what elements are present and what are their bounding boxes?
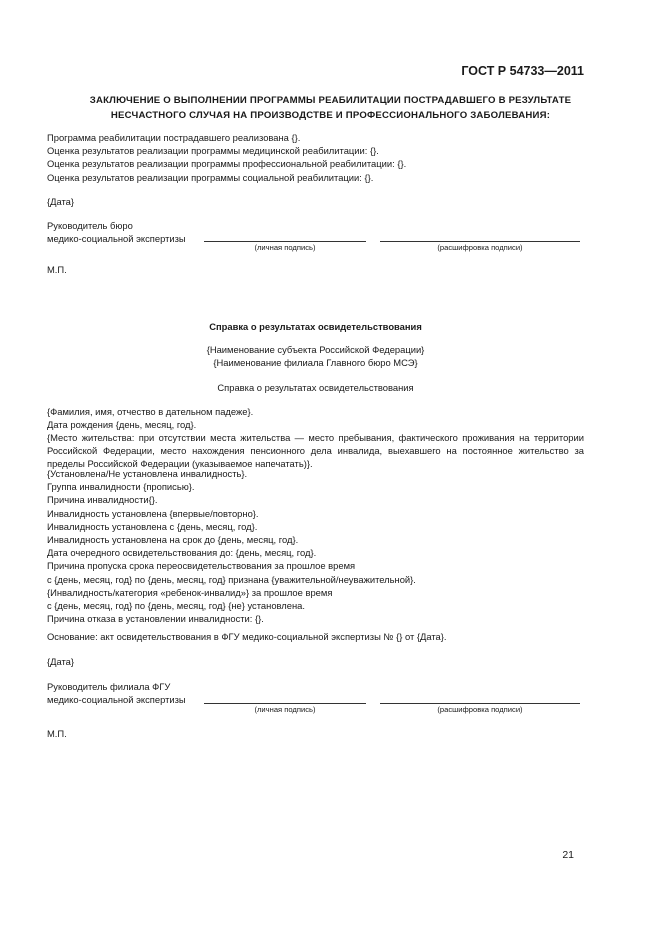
certificate-line: {Установлена/Не установлена инвалидность}. xyxy=(47,468,248,479)
decoding-caption: (расшифровка подписи) xyxy=(437,705,523,714)
signature-line xyxy=(204,241,366,242)
certificate-signer-org: медико-социальной экспертизы xyxy=(47,694,186,705)
certificate-details xyxy=(47,467,416,625)
conclusion-title-line: НЕСЧАСТНОГО СЛУЧАЯ НА ПРОИЗВОДСТВЕ И ПРОФЕССИОНАЛЬНОГО ЗАБОЛЕВАНИЯ: xyxy=(110,110,551,121)
certificate-line: Инвалидность установлена с {день, месяц, год}. xyxy=(47,520,258,532)
conclusion-title-line: ЗАКЛЮЧЕНИЕ О ВЫПОЛНЕНИИ ПРОГРАММЫ РЕАБИЛИТАЦИИ ПОСТРАДАВШЕГО В РЕЗУЛЬТАТЕ xyxy=(89,95,572,106)
certificate-line: Дата очередного освидетельствования до: {день, месяц, год}. xyxy=(47,547,317,559)
certificate-line: с {день, месяц, год} по {день, месяц, год} признана {уважительной/неуважительной}. xyxy=(47,573,416,585)
conclusion-date: {Дата} xyxy=(47,196,75,207)
conclusion-title xyxy=(47,93,614,123)
certificate-line: Причина отказа в установлении инвалидности: {}. xyxy=(47,613,264,625)
certificate-subtitle: Справка о результатах освидетельствования xyxy=(217,382,414,393)
conclusion-line: Оценка результатов реализации программы медицинской реабилитации: {}. xyxy=(47,145,379,157)
page-number: 21 xyxy=(562,849,574,861)
decoding-line xyxy=(380,703,580,704)
conclusion-signer-org: медико-социальной экспертизы xyxy=(47,233,186,244)
certificate-line: Причина пропуска срока переосвидетельствования за прошлое время xyxy=(47,560,356,572)
signature-line xyxy=(204,703,366,704)
certificate-branch: {Наименование филиала Главного бюро МСЭ} xyxy=(213,357,418,368)
standard-number: ГОСТ Р 54733—2011 xyxy=(461,64,584,78)
certificate-line: Группа инвалидности {прописью}. xyxy=(47,481,195,493)
decoding-line xyxy=(380,241,580,242)
certificate-signer-title: Руководитель филиала ФГУ xyxy=(47,681,171,692)
decoding-caption: (расшифровка подписи) xyxy=(437,243,523,252)
certificate-basis: Основание: акт освидетельствования в ФГУ медико-социальной экспертизы № {} от {Дата}. xyxy=(47,631,447,642)
certificate-residence: {Место жительства: при отсутствии места жительства — место пребывания, фактического проживания на территории Российской Федерации, место нахождения пенсионного дела инвалида, выехавшего на постоянное жительство за пределы Российской Федерации (указываемое напечатать)}. xyxy=(47,432,584,470)
certificate-line: Инвалидность установлена {впервые/повторно}. xyxy=(47,507,259,519)
signature-caption: (личная подпись) xyxy=(254,705,316,714)
certificate-line: Причина инвалидности{}. xyxy=(47,494,158,506)
certificate-subject: {Наименование субъекта Российской Федерации} xyxy=(206,344,425,355)
certificate-line: с {день, месяц, год} по {день, месяц, год} {не} установлена. xyxy=(47,600,305,612)
certificate-title: Справка о результатах освидетельствования xyxy=(209,321,422,332)
certificate-stamp: М.П. xyxy=(47,728,67,739)
certificate-name-line: {Фамилия, имя, отчество в дательном падеже}. xyxy=(47,406,254,417)
conclusion-line: Программа реабилитации пострадавшего реализована {}. xyxy=(47,132,301,143)
certificate-birth-line: Дата рождения {день, месяц, год}. xyxy=(47,419,197,430)
certificate-date: {Дата} xyxy=(47,656,75,667)
certificate-line: Инвалидность установлена на срок до {день, месяц, год}. xyxy=(47,534,299,546)
signature-caption: (личная подпись) xyxy=(254,243,316,252)
conclusion-line: Оценка результатов реализации программы профессиональной реабилитации: {}. xyxy=(47,158,407,170)
certificate-line: {Инвалидность/категория «ребенок-инвалид»} за прошлое время xyxy=(47,586,333,598)
conclusion-signer-title: Руководитель бюро xyxy=(47,220,133,231)
conclusion-body xyxy=(47,131,406,184)
conclusion-stamp: М.П. xyxy=(47,264,67,275)
conclusion-line: Оценка результатов реализации программы социальной реабилитации: {}. xyxy=(47,171,374,183)
